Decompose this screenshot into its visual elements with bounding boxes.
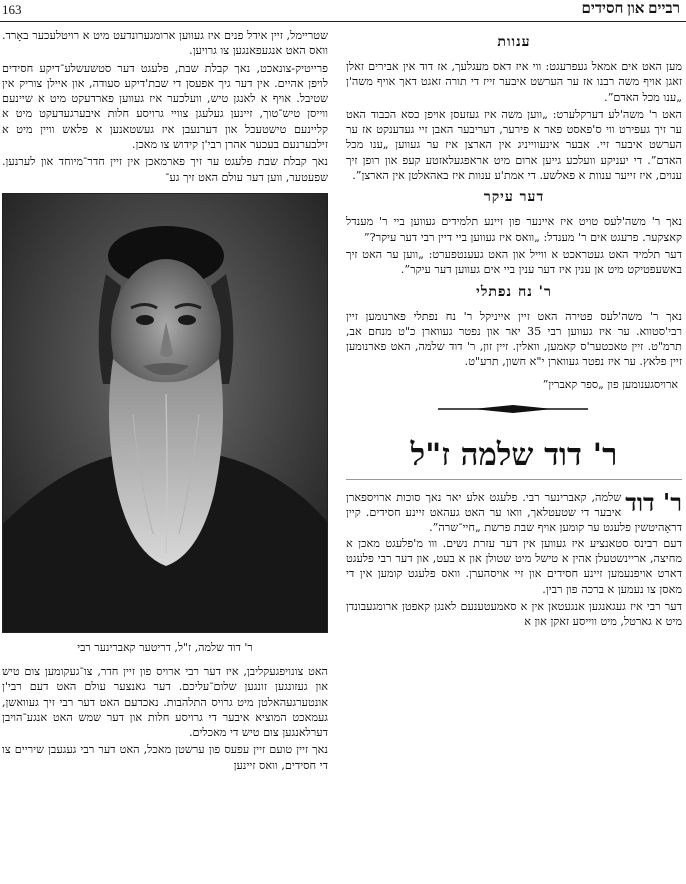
running-title: רביים און חסידים [581,1,680,17]
essence-paragraph-2: דער תלמיד האט געטראכט א ווייל און האט געענטפערט: „ווען ער האט זיך באשעפטיקט מיט אן ענין איז דער ענין ביי אים געווען דער עיקר”. [346,247,682,277]
right-column [346,28,682,880]
page-number: 163 [2,2,22,17]
photo-caption: ר' דוד שלמה, ז"ל, דריטער קאברינער רבי [77,640,253,654]
portrait-photo [2,193,328,633]
source-attribution: ארויסגענומען פון „ספר קאברין” [542,377,678,391]
article-paragraph-3: דער רבי איז געגאנגען אנגעטאן אין א סאמעטענעם לאנגן קאפטן ארומגעבונדן מיט א גארטל, מיט ווייסע זאקן און א [346,599,682,629]
article-paragraph-1 [346,487,682,536]
article-dropcap: ר' דוד [625,487,682,517]
humility-paragraph-2: האט ר' משה'לע דערקלערט: „ווען משה איז געזעסן אויפן כסא הכבוד האט ער זיך געפירט ווי ס'פאסט פאר א פירער, דעריבער האבן זיי געדענקט אז ער הערשט איבער זיי. אבער אינעווייניג אין הארצן איז ער געווען „ענו מכל האדם”. די יעניקע וועלכע גייען ארום מיט אראפגעלאזטע קעפ און רופן זיך ענוים, איז זייער ענוות א פאלשע. די אמת'ע ענוות איז באהאלטן אין הארצן”. [346,107,682,183]
left-paragraph-4: האט צונויפגעקליבן, איז דער רבי ארויס פון זיין חדר, צו־געקומען צום טיש און געזונגען זונגען שלום־עליכם. דער גאנצער עולם האט דעם רבי'ן אונטערגעהאלטן מיט גרויס התלהבות. נאכדעם האט דער רבי זיך געוואשן, געמאכט המוציא איבער די גרויסע חלות און דער שמש האט אנגע־הויבן דערלאנגען צום טיש די מאכלים. [2,664,328,740]
left-column [2,28,328,880]
left-paragraph-2: פרייטיק-צונאכט, נאך קבלת שבת, פלעגט דער סטשעשלע־דיקע חסידים לויפן אהיים. אין דער גיך אפעסן די שבת'דיקע סעודה, און איילן צוריק אין שטיבל. אויף א לאנגן טיש, וועלכער איז געווען פארדעקט מיט א שיינעם ווייסן טיש־טוך, זיינען געלעגן צוויי גרויסע חלות איבערגעדעקט מיט א קליינעם טישטעכל און דערנעבן איז געשטאנען א פלאש וויין מיט א זילבערנעם בעכער אהרן רבי'ן קידוש צו מאכן. [2,61,328,152]
noach-naftali-paragraph: נאך ר' משה'לעס פטירה האט זיין אייניקל ר' נח נפתלי פארנומען זיין רבי'סטווא. ער איז געווען רבי 35 יאר און נפטר געווארן כ"ט מנחם אב, תרמ"ט. זיין טאכטער'ס קאמען, וואלין. זיין זון, ר' דוד שלמה, האט פארנומען זיין פלאץ. ער איז נפטר געווארן י"א חשון, תרע"ט. [346,309,682,369]
section-heading-noach-naftali: ר' נח נפתלי [476,283,552,300]
article-paragraph-1-text: שלמה, קאברינער רבי. פלעגט אלע יאר נאך סוכות ארויספארן איבער די שטעטלאך, וואו ער האט געהאט זיינע חסידים. קיין דראָהיטשין פלעגט ער קומען אויף שבת פרשת „חיי־שרה”. [346,490,682,535]
section-heading-humility: ענוות [497,34,531,50]
left-paragraph-5: נאך זיין טועם זיין עפעס פון ערשטן מאכל, האט דער רבי געגעבן שיריים צו די חסידים, וואס זיינען [2,743,328,772]
article-title: ר' דוד שלמה ז"ל [346,437,682,480]
article-paragraph-2: דעם רבינס סטאנציע איז געווען אין דער עזרת נשים. ווו מ'פלעגט מאכן א מחיצה, אריינשטעלן אהין א טישל מיט שטולן און א בעט, און דער רבי פלעגט דארט אויפנעמען זיינע חסידים און זיי אויסהערן. וואס פלעגט קומען אין די מאסן צו נעמען א ברכה פון רבין. [346,536,682,596]
left-paragraph-1: שטריימל, זיין אידל פנים איז געווען ארומגערונדעט מיט א רויטלעכער באָרד. וואס האט אנגעפאנגען צו גרויען. [2,29,328,58]
section-heading-essence: דער עיקר [483,189,545,206]
ornamental-divider [346,391,682,431]
left-paragraph-3: נאך קבלת שבת פלעגט ער זיך פארמאכן אין זיין חדר־מיוחד און לערנען. שפעטער, ווען דער עולם האט זיך גע־ [2,155,328,184]
humility-paragraph-1: מען האט אים אמאל געפרעגט: ווי איז דאס מעגלעך, אז דוד אין אבירים זאלן זאגן אויף משה רבנו אז ער הערשט איבער זייז די תורה זאגט דאך אויף משה'ן „ענו מכל האדם”. [346,60,682,104]
page-header [0,0,686,22]
essence-paragraph-1: נאך ר' משה'לעס טויט איז איינער פון זיינע תלמידים געווען ביי ר' מענדל קאצקער. פרעגט אים ר' מענדל: „וואס איז געווען ביי דיין רבי דער עיקר?” [346,215,682,244]
